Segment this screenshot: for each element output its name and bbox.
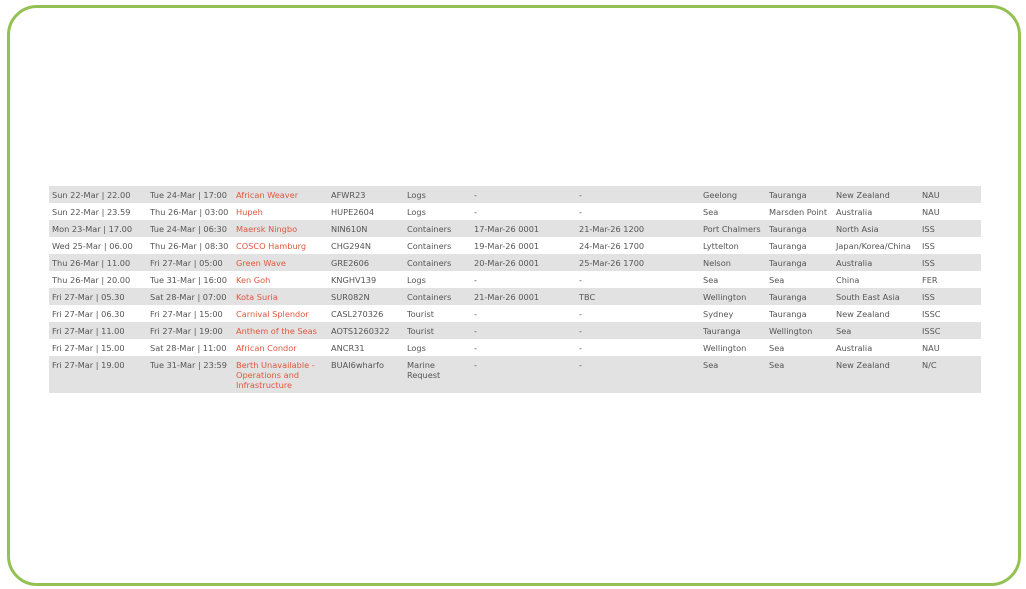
destination-cell: Australia xyxy=(836,343,873,353)
receivals-close-cell: TBC xyxy=(579,292,596,302)
receivals-open-cell: - xyxy=(474,275,477,285)
agent-cell: ISS xyxy=(922,224,935,234)
agent-cell: NAU xyxy=(922,343,940,353)
cargo-type-cell: Containers xyxy=(407,258,452,268)
to-port-cell: Tauranga xyxy=(769,241,807,251)
arrival-time-cell: Fri 27-Mar | 06.30 xyxy=(52,309,125,319)
table-row xyxy=(49,339,981,356)
voyage-code-cell: CASL270326 xyxy=(331,309,384,319)
agent-cell: ISS xyxy=(922,292,935,302)
table-row xyxy=(49,322,981,339)
receivals-close-cell: - xyxy=(579,360,582,370)
destination-cell: New Zealand xyxy=(836,190,890,200)
voyage-code-cell: SUR082N xyxy=(331,292,370,302)
departure-time-cell: Tue 24-Mar | 06:30 xyxy=(150,224,227,234)
vessel-name-link[interactable]: African Condor xyxy=(236,343,297,353)
destination-cell: China xyxy=(836,275,860,285)
cargo-type-cell: Tourist xyxy=(407,326,434,336)
destination-cell: New Zealand xyxy=(836,360,890,370)
destination-cell: Australia xyxy=(836,207,873,217)
from-port-cell: Wellington xyxy=(703,292,747,302)
from-port-cell: Lyttelton xyxy=(703,241,739,251)
voyage-code-cell: HUPE2604 xyxy=(331,207,375,217)
agent-cell: ISSC xyxy=(922,309,941,319)
voyage-code-cell: KNGHV139 xyxy=(331,275,377,285)
destination-cell: North Asia xyxy=(836,224,879,234)
destination-cell: New Zealand xyxy=(836,309,890,319)
receivals-close-cell: - xyxy=(579,275,582,285)
departure-time-cell: Fri 27-Mar | 05:00 xyxy=(150,258,223,268)
from-port-cell: Sea xyxy=(703,275,719,285)
departure-time-cell: Tue 31-Mar | 23:59 xyxy=(150,360,227,370)
to-port-cell: Tauranga xyxy=(769,190,807,200)
departure-time-cell: Fri 27-Mar | 15:00 xyxy=(150,309,223,319)
departure-time-cell: Fri 27-Mar | 19:00 xyxy=(150,326,223,336)
from-port-cell: Nelson xyxy=(703,258,731,268)
agent-cell: FER xyxy=(922,275,938,285)
vessel-name-link[interactable]: Carnival Splendor xyxy=(236,309,309,319)
table-row xyxy=(49,288,981,305)
receivals-close-cell: - xyxy=(579,326,582,336)
arrival-time-cell: Fri 27-Mar | 15.00 xyxy=(52,343,125,353)
table-row xyxy=(49,186,981,203)
receivals-open-cell: - xyxy=(474,343,477,353)
vessel-name-link[interactable]: African Weaver xyxy=(236,190,299,200)
arrival-time-cell: Thu 26-Mar | 11.00 xyxy=(52,258,131,268)
arrival-time-cell: Sun 22-Mar | 23.59 xyxy=(52,207,131,217)
departure-time-cell: Tue 31-Mar | 16:00 xyxy=(150,275,227,285)
voyage-code-cell: AOTS1260322 xyxy=(331,326,390,336)
agent-cell: ISS xyxy=(922,258,935,268)
from-port-cell: Tauranga xyxy=(703,326,741,336)
to-port-cell: Tauranga xyxy=(769,292,807,302)
cargo-type-cell: Containers xyxy=(407,292,452,302)
receivals-open-cell: 21-Mar-26 0001 xyxy=(474,292,540,302)
vessel-name-link[interactable]: Anthem of the Seas xyxy=(236,326,317,336)
from-port-cell: Wellington xyxy=(703,343,747,353)
receivals-close-cell: 24-Mar-26 1700 xyxy=(579,241,645,251)
table-row xyxy=(49,220,981,237)
cargo-type-cell: Logs xyxy=(407,275,426,285)
voyage-code-cell: AFWR23 xyxy=(331,190,366,200)
voyage-code-cell: CHG294N xyxy=(331,241,371,251)
voyage-code-cell: NIN610N xyxy=(331,224,368,234)
vessel-name-link[interactable]: Hupeh xyxy=(236,207,263,217)
receivals-open-cell: 20-Mar-26 0001 xyxy=(474,258,540,268)
receivals-close-cell: 21-Mar-26 1200 xyxy=(579,224,645,234)
receivals-open-cell: - xyxy=(474,309,477,319)
departure-time-cell: Sat 28-Mar | 11:00 xyxy=(150,343,227,353)
table-row xyxy=(49,254,981,271)
from-port-cell: Sea xyxy=(703,360,719,370)
voyage-code-cell: GRE2606 xyxy=(331,258,370,268)
departure-time-cell: Thu 26-Mar | 08:30 xyxy=(150,241,229,251)
from-port-cell: Sea xyxy=(703,207,719,217)
receivals-close-cell: - xyxy=(579,309,582,319)
from-port-cell: Geelong xyxy=(703,190,738,200)
voyage-code-cell: BUAI6wharfo xyxy=(331,360,384,370)
from-port-cell: Sydney xyxy=(703,309,734,319)
voyage-code-cell: ANCR31 xyxy=(331,343,365,353)
to-port-cell: Tauranga xyxy=(769,258,807,268)
arrival-time-cell: Wed 25-Mar | 06.00 xyxy=(52,241,133,251)
vessel-name-link[interactable]: Berth Unavailable - Operations and Infrastructure xyxy=(236,360,315,390)
cargo-type-cell: Logs xyxy=(407,207,426,217)
receivals-close-cell: - xyxy=(579,343,582,353)
table-row xyxy=(49,203,981,220)
receivals-open-cell: - xyxy=(474,360,477,370)
receivals-open-cell: - xyxy=(474,207,477,217)
arrival-time-cell: Mon 23-Mar | 17.00 xyxy=(52,224,133,234)
to-port-cell: Sea xyxy=(769,360,785,370)
table-row xyxy=(49,237,981,254)
agent-cell: N/C xyxy=(922,360,937,370)
agent-cell: ISSC xyxy=(922,326,941,336)
to-port-cell: Marsden Point xyxy=(769,207,828,217)
receivals-open-cell: 17-Mar-26 0001 xyxy=(474,224,540,234)
cargo-type-cell: Logs xyxy=(407,343,426,353)
departure-time-cell: Tue 24-Mar | 17:00 xyxy=(150,190,227,200)
cargo-type-cell: Tourist xyxy=(407,309,434,319)
receivals-close-cell: 25-Mar-26 1700 xyxy=(579,258,645,268)
cargo-type-cell: Containers xyxy=(407,224,452,234)
to-port-cell: Wellington xyxy=(769,326,813,336)
arrival-time-cell: Fri 27-Mar | 19.00 xyxy=(52,360,125,370)
destination-cell: Sea xyxy=(836,326,852,336)
cargo-type-cell: Marine Request xyxy=(407,360,441,380)
agent-cell: ISS xyxy=(922,241,935,251)
table-row xyxy=(49,305,981,322)
vessel-name-link[interactable]: Green Wave xyxy=(236,258,286,268)
table-row xyxy=(49,356,981,393)
to-port-cell: Tauranga xyxy=(769,309,807,319)
receivals-open-cell: - xyxy=(474,326,477,336)
arrival-time-cell: Sun 22-Mar | 22.00 xyxy=(52,190,131,200)
arrival-time-cell: Fri 27-Mar | 05.30 xyxy=(52,292,125,302)
cargo-type-cell: Logs xyxy=(407,190,426,200)
agent-cell: NAU xyxy=(922,207,940,217)
vessel-name-link[interactable]: Kota Suria xyxy=(236,292,278,302)
receivals-open-cell: - xyxy=(474,190,477,200)
to-port-cell: Tauranga xyxy=(769,224,807,234)
table-row xyxy=(49,271,981,288)
destination-cell: Japan/Korea/China xyxy=(836,241,911,251)
receivals-open-cell: 19-Mar-26 0001 xyxy=(474,241,540,251)
vessel-schedule-table xyxy=(49,186,981,393)
from-port-cell: Port Chalmers xyxy=(703,224,761,234)
departure-time-cell: Sat 28-Mar | 07:00 xyxy=(150,292,227,302)
departure-time-cell: Thu 26-Mar | 03:00 xyxy=(150,207,229,217)
vessel-name-link[interactable]: Ken Goh xyxy=(236,275,271,285)
receivals-close-cell: - xyxy=(579,190,582,200)
destination-cell: Australia xyxy=(836,258,873,268)
agent-cell: NAU xyxy=(922,190,940,200)
arrival-time-cell: Fri 27-Mar | 11.00 xyxy=(52,326,125,336)
vessel-name-link[interactable]: Maersk Ningbo xyxy=(236,224,298,234)
cargo-type-cell: Containers xyxy=(407,241,452,251)
to-port-cell: Sea xyxy=(769,343,785,353)
vessel-name-link[interactable]: COSCO Hamburg xyxy=(236,241,307,251)
destination-cell: South East Asia xyxy=(836,292,900,302)
receivals-close-cell: - xyxy=(579,207,582,217)
to-port-cell: Sea xyxy=(769,275,785,285)
arrival-time-cell: Thu 26-Mar | 20.00 xyxy=(52,275,131,285)
